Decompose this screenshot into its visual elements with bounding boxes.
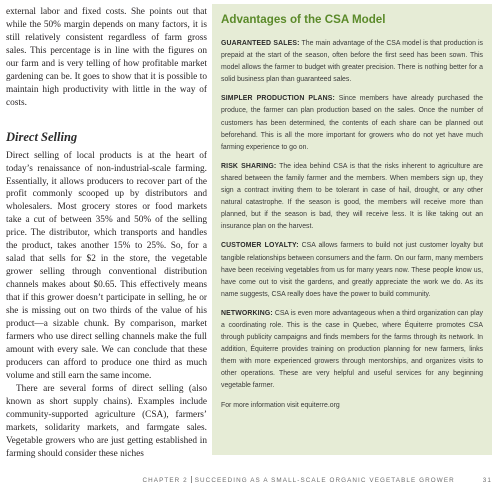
- section-heading-direct-selling: Direct Selling: [6, 129, 78, 144]
- entry-term: SIMPLER PRODUCTION PLANS:: [221, 95, 335, 103]
- entry-term: NETWORKING:: [221, 309, 273, 317]
- main-text-column: [6, 6, 207, 461]
- sidebar-title: Advantages of the CSA Model: [221, 13, 386, 26]
- entry-text: Since members have already purchased the produce, the farmer can plan production based on the sales. Once the number of customers has been determined, the contents of each share can be planned out beforehand. This is all the more important for growers who do not yet have much farming experience to go on.: [221, 95, 484, 151]
- sidebar-entry-risk-sharing: [221, 161, 483, 234]
- csa-advantages-sidebar: [212, 4, 492, 455]
- paragraph-costs: external labor and fixed costs. She points out that while the 50% margin depends on many factors, it is still relatively consistent regardless of farm gross sales. This percentage is in line with the figures on our farm and is very telling of how profitable market gardening can be. It goes to show that it is possible to maintain high productivity with little in the way of costs.: [6, 7, 207, 108]
- entry-text: The idea behind CSA is that the risks inherent to agriculture are shared between the family farmer and the members. When members sign up, they sign a contract inviting them to be tolerant in case of hail, drought, or any other natural catastrophe. If the season is good, the members will receive more than planned, but if the season is bad, they will receive less. It is like taking out an insurance plan on the harvest.: [221, 162, 483, 231]
- sidebar-entry-simpler-production: [221, 93, 483, 153]
- paragraph-direct-selling: Direct selling of local products is at the heart of today’s renaissance of non-industrial-scale farming. Essentially, it allows producers to recover part of the profit commonly scooped up by distributors and wholesalers. Most grocery stores or food markets take a cut of between 35% and 50% of the selling price. The distributor, which transports and handles the product, takes another 15% to 25%. So, for a salad that sells for $2 in the store, the vegetable grower selling through conventional distribution channels makes about $0.65. This effectively means that if this grower doesn’t participate in selling, he or she is missing out on two thirds of the value of his product—a sizable chunk. By comparison, market farmers who use direct selling channels make the full amount with every sale. We can conclude that these producers can afford to produce one third as much volume and still earn the same income.: [6, 150, 207, 381]
- entry-term: CUSTOMER LOYALTY:: [221, 242, 299, 250]
- page-footer: [0, 476, 500, 485]
- sidebar-entry-networking: [221, 308, 483, 393]
- footer-separator: [191, 476, 192, 483]
- footer-chapter: CHAPTER 2: [142, 477, 188, 484]
- sidebar-entry-customer-loyalty: [221, 240, 483, 300]
- entry-term: RISK SHARING:: [221, 162, 277, 170]
- page-number: 31: [482, 477, 492, 484]
- sidebar-entry-guaranteed-sales: [221, 38, 483, 86]
- paragraph-direct-selling-forms: There are several forms of direct selling (also known as short supply chains). Examples include community-supported agriculture (CSA), farmers’ markets, solidarity markets, and farmgate sales. Vegetable growers who are just getting established in farming should consider these niches: [6, 383, 207, 459]
- entry-term: GUARANTEED SALES:: [221, 40, 300, 47]
- footer-chapter-title: SUCCEEDING AS A SMALL-SCALE ORGANIC VEGETABLE GROWER: [194, 477, 455, 484]
- entry-text: The main advantage of the CSA model is that production is prepaid at the start of the season, often before the first seed has been sown. This model allows the farmer to budget with greater precision. There is nothing better for a solid business plan than guaranteed sales.: [221, 40, 483, 84]
- entry-text: CSA is even more advantageous when a third organization can play a coordinating role. This is the case in Quebec, where Équiterre promotes CSA through publicity campaigns and finds members for the farms through its network. In addition, Équiterre provides training on production planning for new farmers, links them with more experienced growers through mentorships, and organizes visits to other operations. These are very helpful and useful services for any beginning vegetable farmer.: [221, 309, 483, 390]
- entry-text: CSA allows farmers to build not just customer loyalty but tangible relationships between consumers and the farm. On our farm, many members have been receiving vegetables from us for many years now. These people know us, have come out to visit the gardens, and greatly appreciate the work we do. As its name suggests, CSA really does have the power to build community.: [221, 242, 483, 298]
- sidebar-more-info: For more information visit equiterre.org: [221, 401, 340, 409]
